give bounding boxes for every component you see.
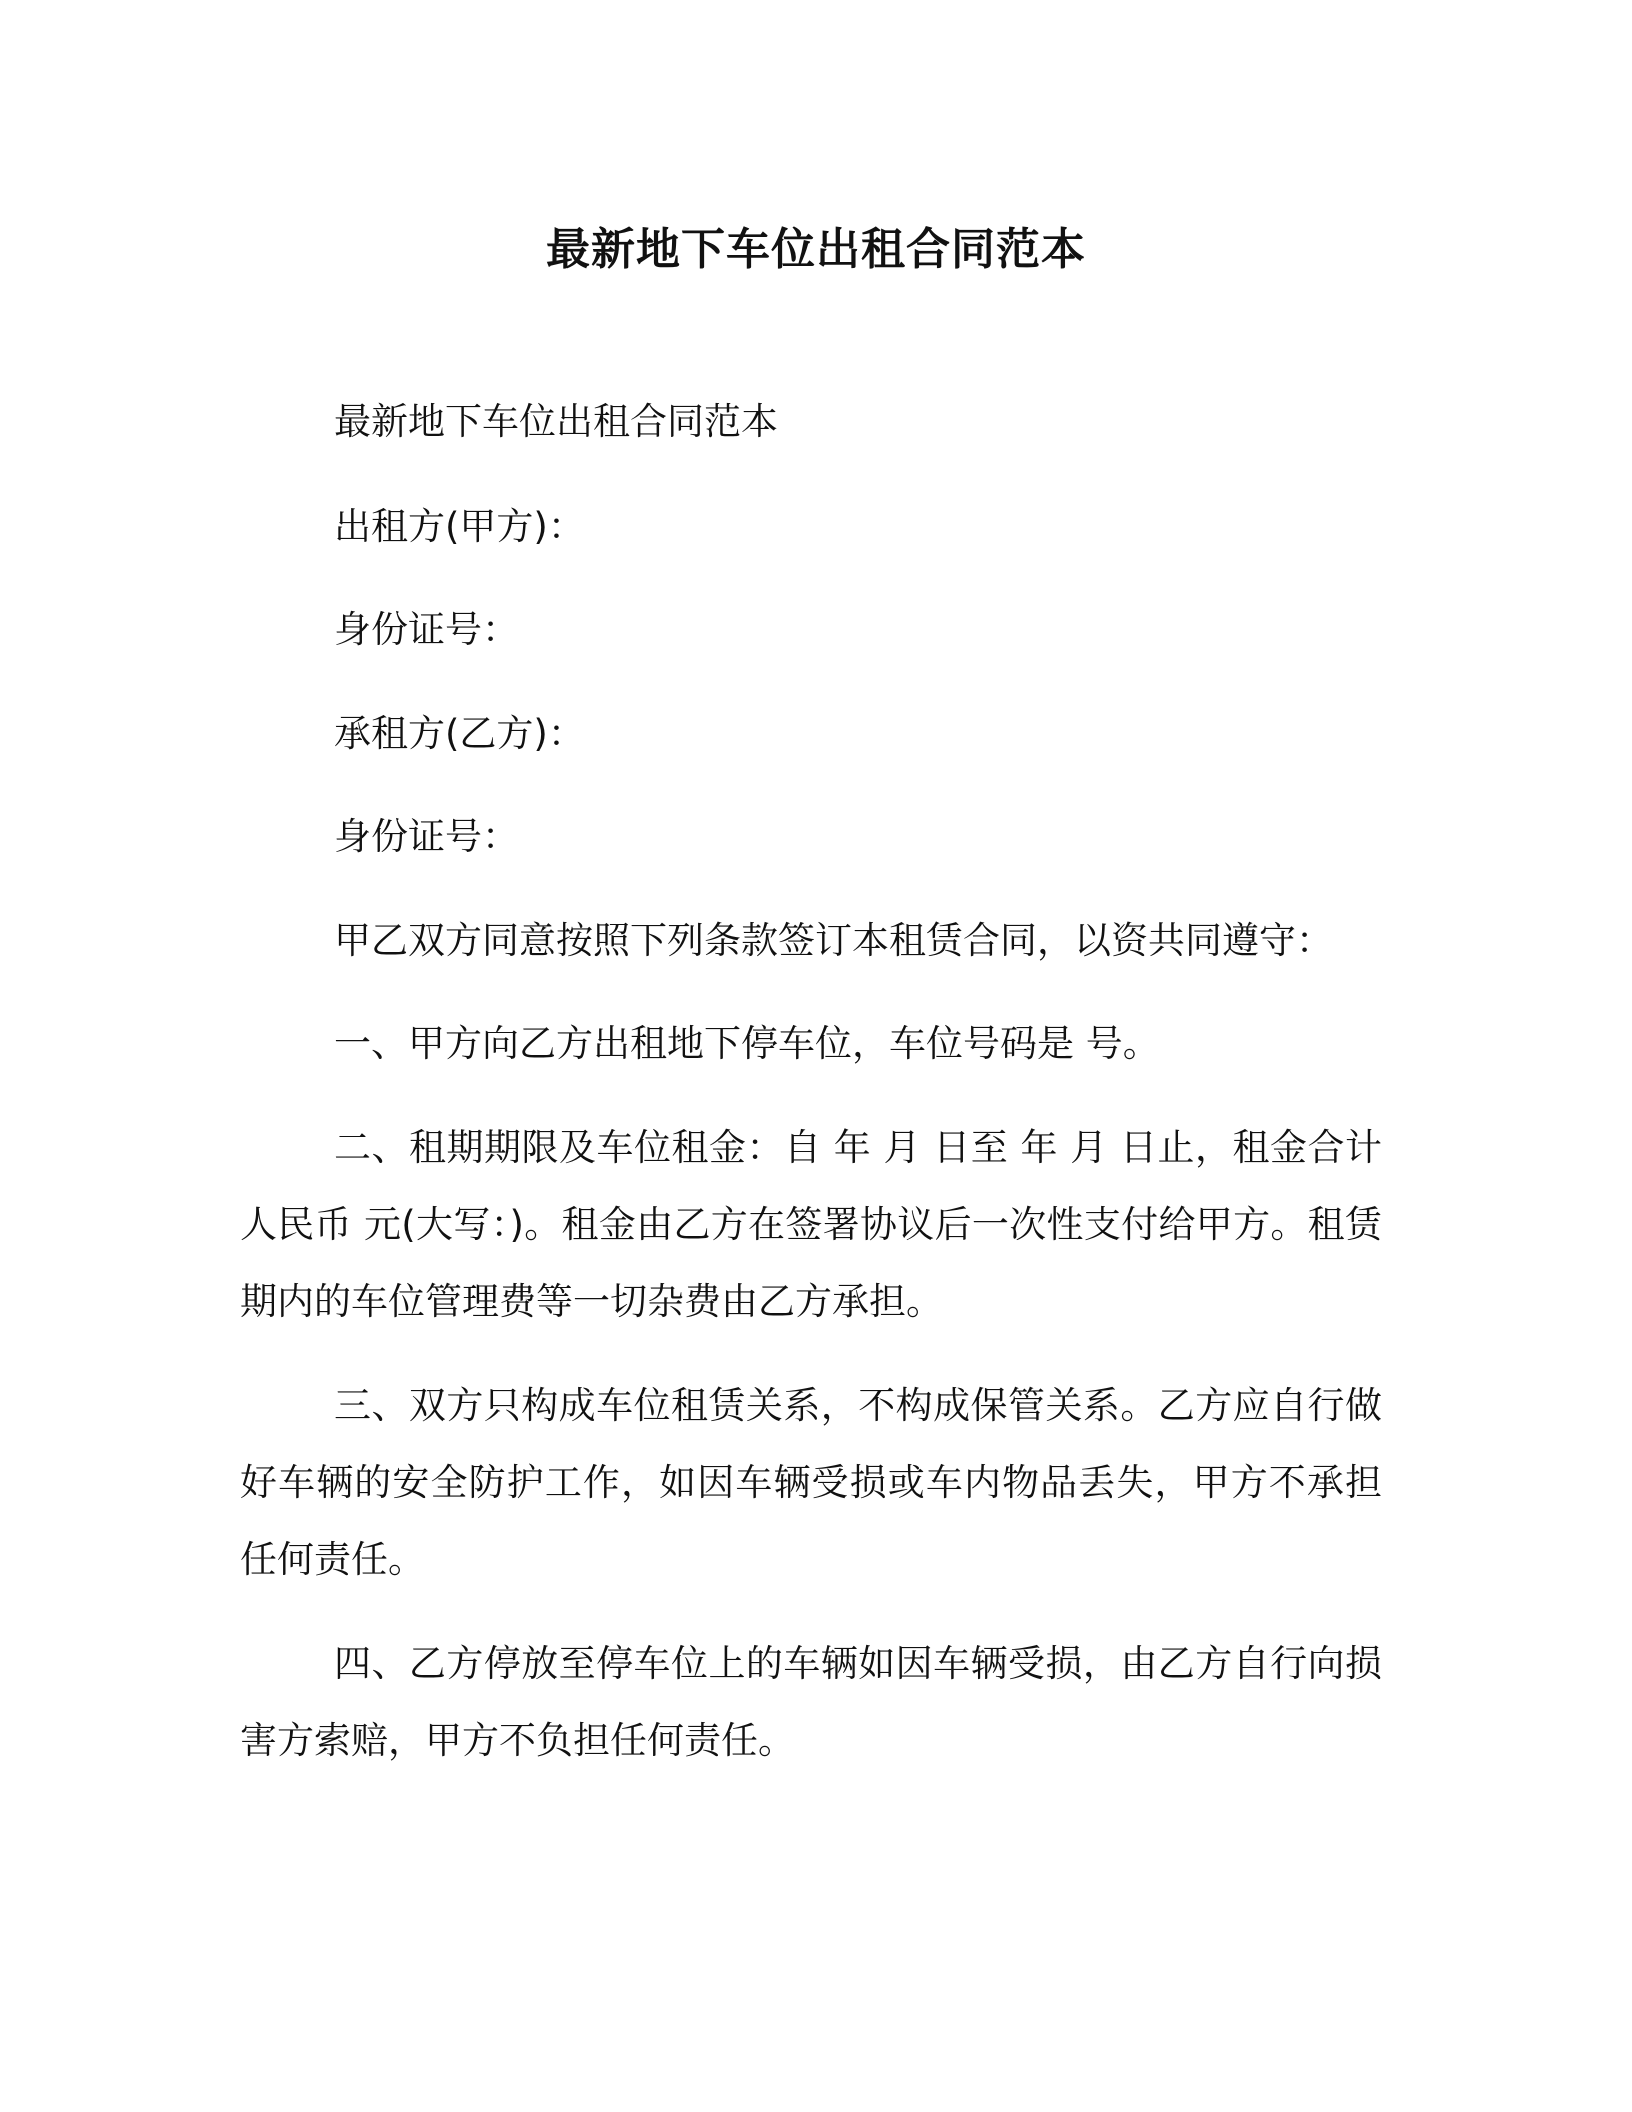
clause-4: 四、乙方停放至停车位上的车辆如因车辆受损，由乙方自行向损害方索赔，甲方不负担任何责任。 — [240, 1642, 1382, 1762]
clause-3: 三、双方只构成车位租赁关系，不构成保管关系。乙方应自行做好车辆的安全防护工作，如因车辆受损或车内物品丢失，甲方不承担任何责任。 — [240, 1384, 1382, 1581]
clause-1: 一、甲方向乙方出租地下停车位，车位号码是 号。 — [334, 1022, 1160, 1065]
document-heading: 最新地下车位出租合同范本 — [334, 400, 778, 443]
lessor-label: 出租方(甲方)： — [334, 505, 585, 548]
lessee-id-label: 身份证号： — [334, 815, 519, 858]
intro-text: 甲乙双方同意按照下列条款签订本租赁合同，以资共同遵守： — [334, 919, 1333, 962]
lessee-label: 承租方(乙方)： — [334, 712, 585, 755]
lessor-id-label: 身份证号： — [334, 608, 519, 651]
clause-2: 二、租期期限及车位租金：自 年 月 日至 年 月 日止，租金合计人民币 元(大写：)。租金由乙方在签署协议后一次性支付给甲方。租赁期内的车位管理费等一切杂费由乙方承担。 — [240, 1126, 1382, 1323]
document-title: 最新地下车位出租合同范本 — [546, 224, 1086, 275]
